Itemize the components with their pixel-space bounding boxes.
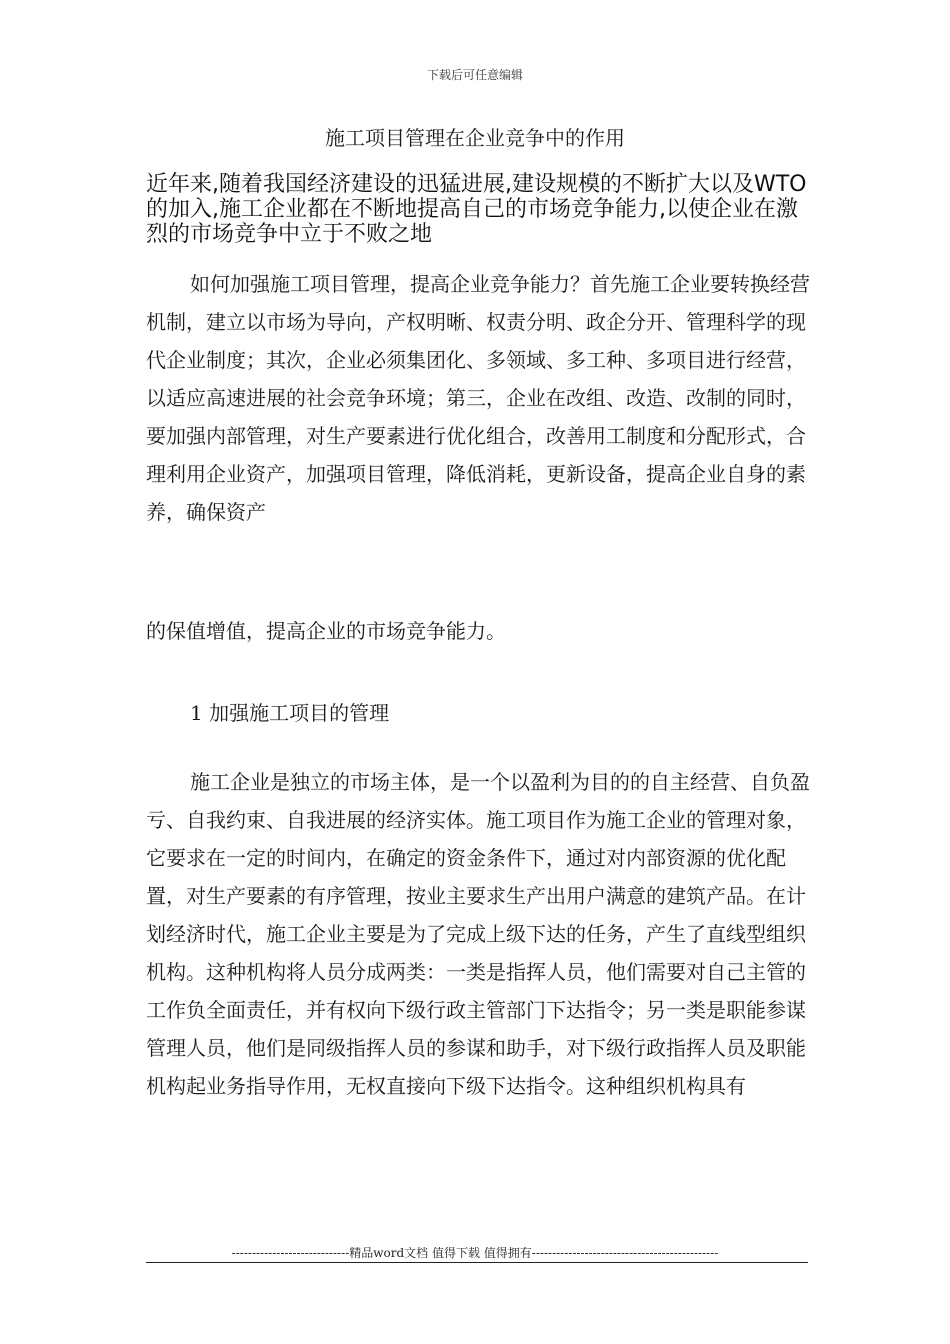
footer-text: -----------------------------精品word文档 值得下载 值得拥有---------------------------------------------- bbox=[231, 1246, 719, 1260]
body-paragraph-1: 如何加强施工项目管理，提高企业竞争能力？首先施工企业要转换经营机制，建立以市场为导向，产权明晰、权责分明、政企分开、管理科学的现代企业制度；其次，企业必须集团化、多领域、多工种、多项目进行经营，以适应高速进展的社会竞争环境；第三，企业在改组、改造、改制的同时，要加强内部管理，对生产要素进行优化组合，改善用工制度和分配形式，合理利用企业资产，加强项目管理，降低消耗，更新设备，提高企业自身的素养，确保资产 bbox=[146, 272, 810, 524]
intro-paragraph: 近年来,随着我国经济建设的迅猛进展,建设规模的不断扩大以及WTO的加入,施工企业都在不断地提高自己的市场竞争能力,以使企业在激烈的市场竞争中立于不败之地 bbox=[146, 172, 807, 247]
body-paragraph-2: 施工企业是独立的市场主体，是一个以盈利为目的的自主经营、自负盈亏、自我约束、自我进展的经济实体。施工项目作为施工企业的管理对象，它要求在一定的时间内，在确定的资金条件下，通过对内部资源的优化配置，对生产要素的有序管理，按业主要求生产出用户满意的建筑产品。在计划经济时代，施工企业主要是为了完成上级下达的任务，产生了直线型组织机构。这种机构将人员分成两类：一类是指挥人员，他们需要对自己主管的工作负全面责任，并有权向下级行政主管部门下达指令；另一类是职能参谋管理人员，他们是同级指挥人员的参谋和助手，对下级行政指挥人员及职能机构起业务指导作用，无权直接向下级下达指令。这种组织机构具有 bbox=[146, 770, 810, 1098]
section-heading-1: 1 加强施工项目的管理 bbox=[190, 701, 390, 725]
header-note: 下载后可任意编辑 bbox=[426, 68, 523, 82]
document-title: 施工项目管理在企业竞争中的作用 bbox=[325, 126, 625, 150]
footer-divider bbox=[146, 1262, 808, 1263]
body-paragraph-1-tail: 的保值增值，提高企业的市场竞争能力。 bbox=[146, 619, 506, 643]
